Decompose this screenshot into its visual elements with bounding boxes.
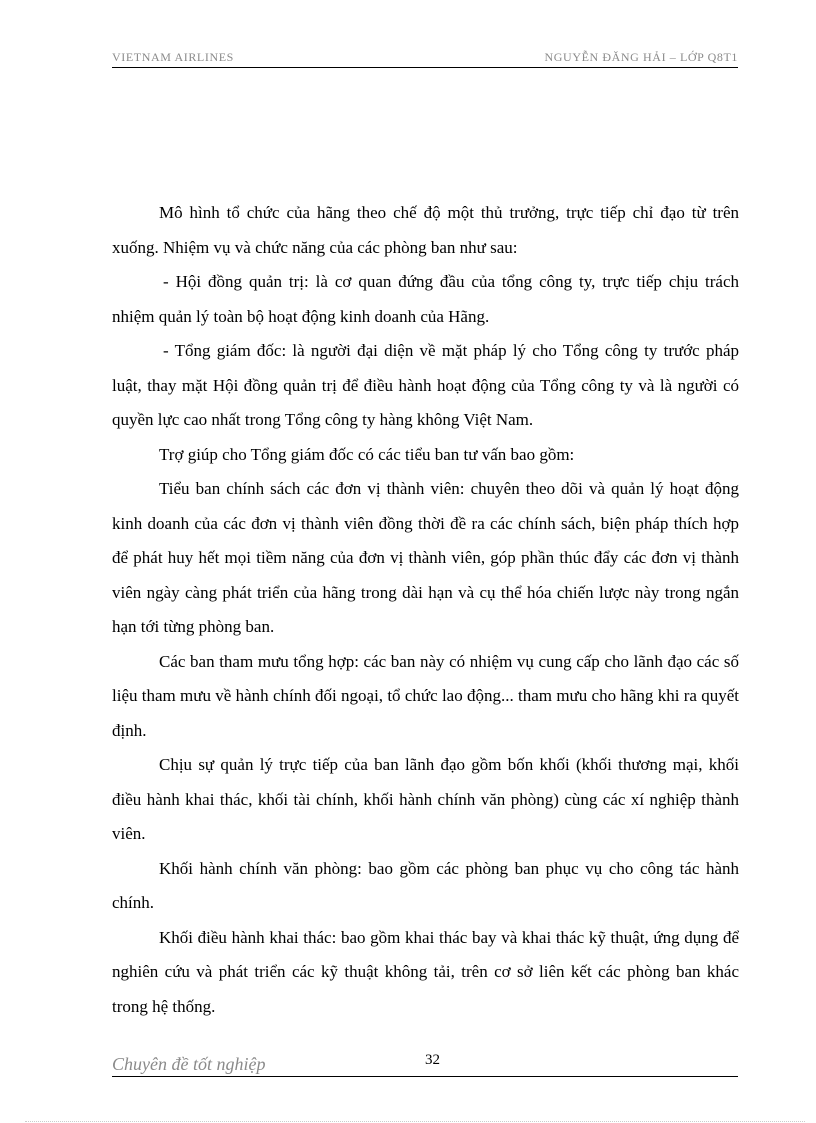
page-header xyxy=(112,50,738,68)
paragraph-advisory-intro: Trợ giúp cho Tổng giám đốc có các tiểu ban tư vấn bao gồm: xyxy=(159,444,575,464)
page-bottom-divider xyxy=(25,1121,805,1122)
paragraph-four-blocks: Chịu sự quản lý trực tiếp của ban lãnh đạo gồm bốn khối (khối thương mại, khối điều hành khai thác, khối tài chính, khối hành chính văn phòng) cùng các xí nghiệp thành viên. xyxy=(112,755,739,843)
paragraph-general-director: - Tổng giám đốc: là người đại diện về mặt pháp lý cho Tổng công ty trước pháp luật, thay mặt Hội đồng quản trị để điều hành hoạt động của Tổng công ty và là người có quyền lực cao nhất trong Tổng công ty hàng không Việt Nam. xyxy=(112,341,739,429)
paragraph-admin-block: Khối hành chính văn phòng: bao gồm các phòng ban phục vụ cho công tác hành chính. xyxy=(112,858,739,912)
paragraph-policy-subcommittee: Tiểu ban chính sách các đơn vị thành viên: chuyên theo dõi và quản lý hoạt động kinh doanh của các đơn vị thành viên đồng thời đề ra các chính sách, biện pháp thích hợp để phát huy hết mọi tiềm năng của đơn vị thành viên, góp phần thúc đẩy các đơn vị thành viên ngày càng phát triển của hãng trong dài hạn và cụ thể hóa chiến lược này trong ngắn hạn tới từng phòng ban. xyxy=(112,479,739,636)
paragraph-operations-block: Khối điều hành khai thác: bao gồm khai thác bay và khai thác kỹ thuật, ứng dụng để nghiên cứu và phát triển các kỹ thuật không tải, trên cơ sở liên kết các phòng ban khác trong hệ thống. xyxy=(112,927,739,1016)
page-number: 32 xyxy=(425,1052,440,1068)
paragraph-intro: Mô hình tổ chức của hãng theo chế độ một thủ trưởng, trực tiếp chỉ đạo từ trên xuống. Nhiệm vụ và chức năng của các phòng ban như sau: xyxy=(112,203,739,257)
header-left-text: VIETNAM AIRLINES xyxy=(112,50,234,64)
paragraph-board-of-directors: - Hội đồng quản trị: là cơ quan đứng đầu của tổng công ty, trực tiếp chịu trách nhiệm quản lý toàn bộ hoạt động kinh doanh của Hãng. xyxy=(112,272,739,326)
page-footer xyxy=(112,1049,738,1077)
document-body xyxy=(112,196,739,1024)
header-right-text: NGUYỄN ĐĂNG HẢI – LỚP Q8T1 xyxy=(544,50,738,64)
paragraph-general-staff: Các ban tham mưu tổng hợp: các ban này có nhiệm vụ cung cấp cho lãnh đạo các số liệu tham mưu về hành chính đối ngoại, tổ chức lao động... tham mưu cho hãng khi ra quyết định. xyxy=(112,651,739,740)
footer-title: Chuyên đề tốt nghiệp xyxy=(112,1054,266,1074)
